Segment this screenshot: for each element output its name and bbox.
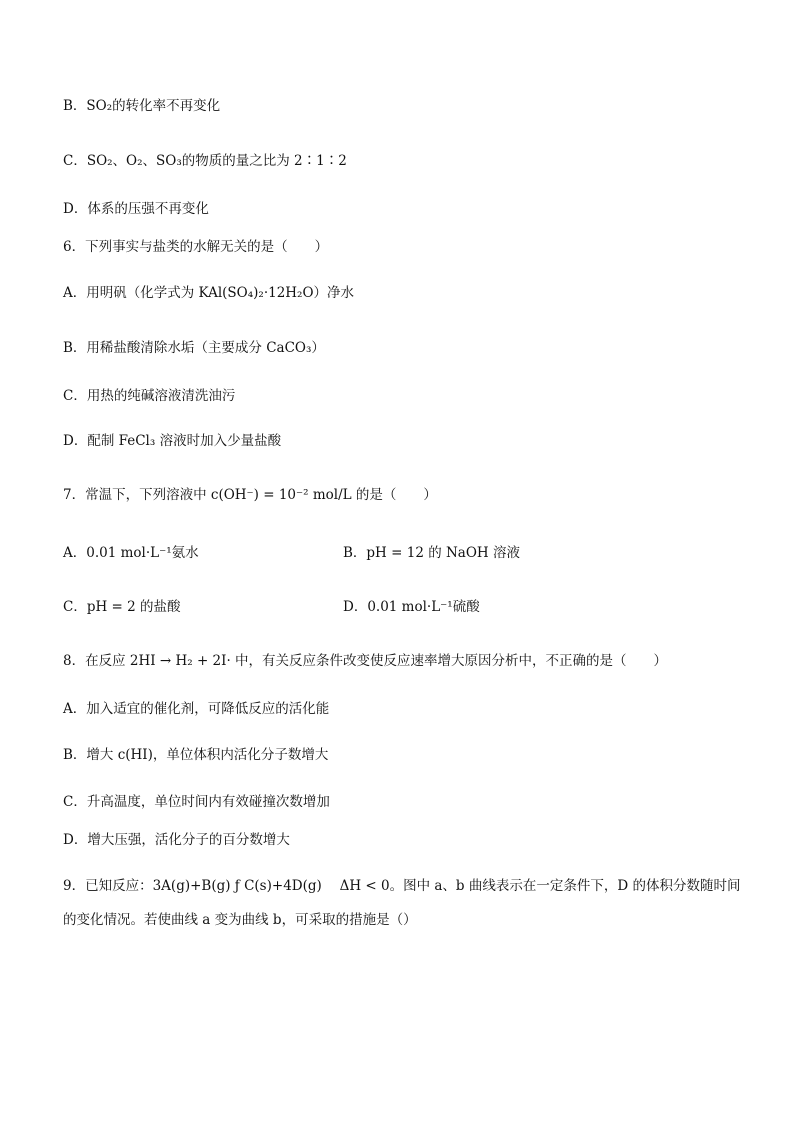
q6-option-c: C．用热的纯碱溶液清洗油污 xyxy=(63,388,236,404)
q5-option-d: D．体系的压强不再变化 xyxy=(63,201,209,217)
q7-option-b: B．pH = 12 的 NaOH 溶液 xyxy=(343,545,520,561)
q6-option-d: D．配制 FeCl₃ 溶液时加入少量盐酸 xyxy=(63,433,282,449)
q6-option-a: A．用明矾（化学式为 KAl(SO₄)₂·12H₂O）净水 xyxy=(63,285,355,301)
question-6: 6．下列事实与盐类的水解无关的是（ ） xyxy=(63,239,329,255)
q6-option-b: B．用稀盐酸清除水垢（主要成分 CaCO₃） xyxy=(63,340,325,356)
question-8: 8．在反应 2HI → H₂ + 2I· 中，有关反应条件改变使反应速率增大原因分析中，不正确的是（ ） xyxy=(63,653,668,669)
q8-option-c: C．升高温度，单位时间内有效碰撞次数增加 xyxy=(63,794,330,810)
question-7: 7．常温下，下列溶液中 c(OH⁻) = 10⁻² mol/L 的是（ ） xyxy=(63,487,437,503)
q8-option-a: A．加入适宜的催化剂，可降低反应的活化能 xyxy=(63,701,330,717)
q5-option-c: C．SO₂、O₂、SO₃的物质的量之比为 2∶1∶2 xyxy=(63,153,347,169)
q7-option-a: A．0.01 mol·L⁻¹氨水 xyxy=(63,545,199,561)
q5-option-b: B．SO₂的转化率不再变化 xyxy=(63,98,221,114)
q8-option-b: B．增大 c(HI)，单位体积内活化分子数增大 xyxy=(63,747,329,763)
q7-option-c: C．pH = 2 的盐酸 xyxy=(63,599,181,615)
q8-option-d: D．增大压强，活化分子的百分数增大 xyxy=(63,832,290,848)
question-9: 9．已知反应：3A(g)+B(g) ƒ C(s)+4D(g) ΔH < 0。图中 a、b 曲线表示在一定条件下，D 的体积分数随时间的变化情况。若使曲线 a 变为曲线 b，可采取的措施是（） xyxy=(63,878,741,928)
q7-option-d: D．0.01 mol·L⁻¹硫酸 xyxy=(343,599,480,615)
